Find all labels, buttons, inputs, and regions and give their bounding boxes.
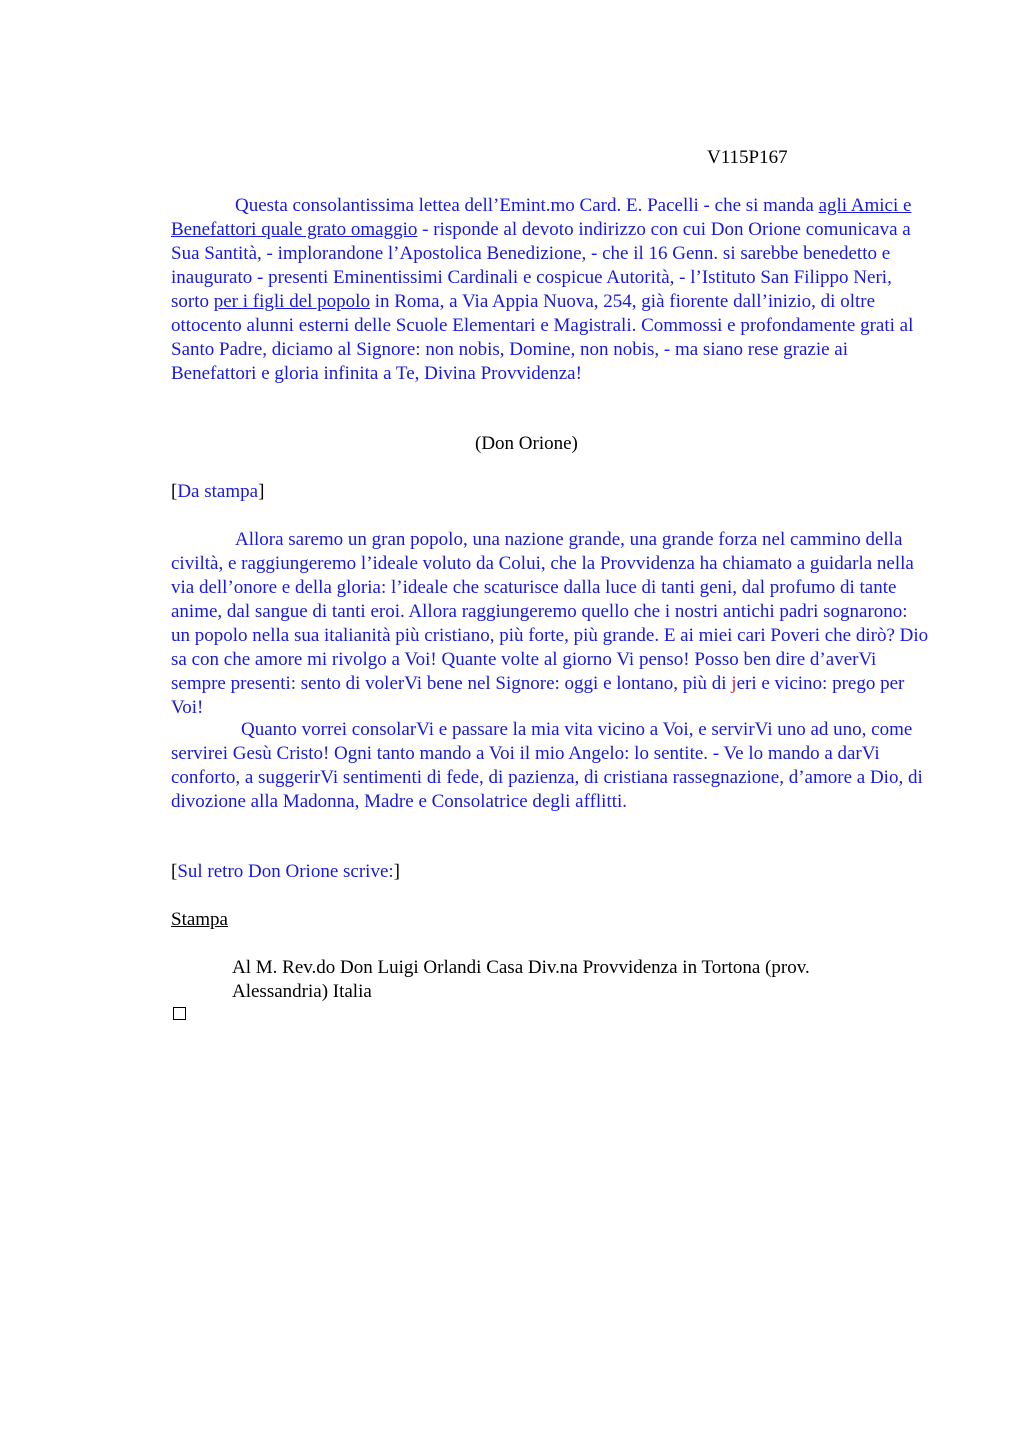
source-note-back (171, 860, 400, 884)
stampa-heading: Stampa (171, 909, 228, 930)
bracket-close: ] (393, 861, 400, 882)
letter-text-1: Allora saremo un gran popolo, una nazione grande, una grande forza nel cammino della civiltà, e raggiungeremo l’ideale voluto da Colui, che la Provvidenza ha chiamato a guidarla nella via dell’onore e della gloria: l’ideale che scaturisce dalla luce di tanti geni, dal profumo di tante anime, dal sangue di tanti eroi. Allora raggiungeremo quello che i nostri antichi padri sognarono: un popolo nella sua italianità più cristiano, più forte, più grande. E ai miei cari Poveri che dirò? Dio sa con che amore mi rivolgo a Voi! Quante volte al giorno Vi penso! Posso ben dire d’averVi sempre presenti: sento di volerVi bene nel Signore: oggi e lontano, più di (171, 529, 929, 694)
source-note-text: Da stampa (177, 481, 259, 502)
intro-text-2: - risponde al devoto indirizzo con cui Don Orione comunicava a Sua Santità, - implorandone l’Apostolica Benedizione, - che il 16 Genn. si sarebbe benedetto e inaugurato - presenti Eminentissimi Cardinali e cospicue Autorità, - l’Istituto San Filippo Neri, sorto (171, 219, 911, 312)
letter-paragraph-1 (171, 528, 931, 720)
source-note-print (171, 480, 264, 504)
bracket-close: ] (258, 481, 265, 502)
correction-mark: j (731, 673, 737, 694)
letter-paragraph-2: Quanto vorrei consolarVi e passare la mia vita vicino a Voi, e servirVi uno ad uno, come servirei Gesù Cristo! Ogni tanto mando a Voi il mio Angelo: lo sentite. - Ve lo mando a darVi conforto, a suggerirVi sentimenti di fede, di pazienza, di cristiana rassegnazione, d’amore a Dio, di divozione alla Madonna, Madre e Consolatrice degli afflitti. (171, 719, 923, 812)
empty-checkbox-symbol (173, 1007, 186, 1020)
intro-text-3: in Roma, a Via Appia Nuova, 254, già fiorente dall’inizio, di oltre ottocento alunni esterni delle Scuole Elementari e Magistrali. Commossi e profondamente grati al Santo Padre, diciamo al Signore: non nobis, Domine, non nobis, - ma siano rese grazie ai Benefattori e gloria infinita a Te, Divina Provvidenza! (171, 291, 914, 384)
address-block: Al M. Rev.do Don Luigi Orlandi Casa Div.na Provvidenza in Tortona (prov. Alessandria) Italia (232, 957, 810, 1002)
bracket-open: [ (171, 481, 178, 502)
intro-underlined-2: per i figli del popolo (213, 291, 370, 312)
intro-paragraph (171, 194, 931, 386)
bracket-open: [ (171, 861, 178, 882)
document-reference: V115P167 (707, 147, 788, 168)
intro-text-1: Questa consolantissima lettea dell’Emint.mo Card. E. Pacelli - che si manda (235, 195, 819, 216)
signature: (Don Orione) (475, 433, 578, 454)
intro-underlined-1: agli Amici e Benefattori quale grato omaggio (171, 195, 912, 240)
source-note-text: Sul retro Don Orione scrive: (177, 861, 394, 882)
letter-text-2: eri e vicino: prego per Voi! (171, 673, 905, 718)
